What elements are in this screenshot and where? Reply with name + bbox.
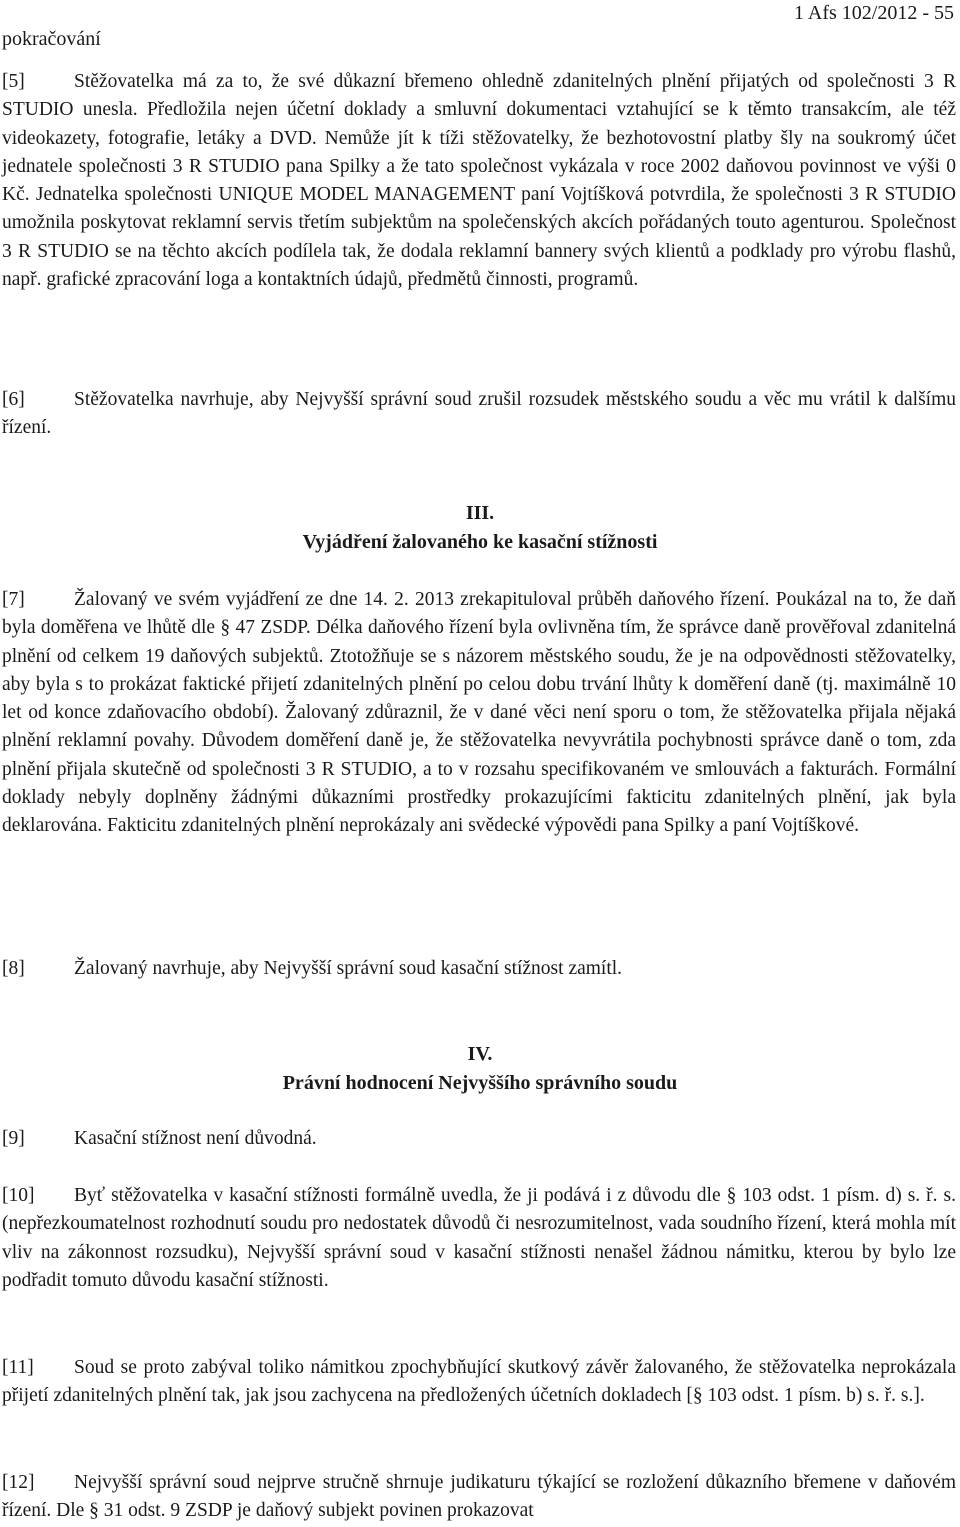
paragraph-text: Žalovaný ve svém vyjádření ze dne 14. 2. 2013 zrekapituloval průběh daňového řízení. Poukázal na to, že daň byla doměřena ve lhůtě dle § 47 ZSDP. Délka daňového řízení byla ovlivněna tím, že správce daně prověřoval zdanitelná plnění od celkem 19 daňových subjektů. Ztotožňuje se s názorem městského soudu, že je na odpovědnosti stěžovatelky, aby byla s to prokázat faktické přijetí zdanitelných plnění po celou dobu trvání lhůty k doměření daně (tj. maximálně 10 let od konce zdaňovacího období). Žalovaný zdůraznil, že v dané věci není sporu o tom, že stěžovatelka přijala nějaká plnění reklamní povahy. Důvodem doměření daně je, že stěžovatelka nevyvrátila pochybnosti správce daně o tom, zda plnění přijala skutečně od společnosti 3 R STUDIO, a to v rozsahu specifikovaném ve smlouvách a fakturách. Formální doklady nebyly doplněny žádnými důkazními prostředky prokazujícími fakticitu zdanitelných plnění, jak byla deklarována. Fakticitu zdanitelných plnění neprokázaly ani svědecké výpovědi pana Spilky a paní Vojtíškové. (2, 589, 956, 837)
continuation-label: pokračování (2, 28, 101, 50)
section-title-iii: Vyjádření žalovaného ke kasační stížnosti (302, 531, 658, 553)
paragraph-number: [12] (2, 1472, 35, 1493)
paragraph-text: Nejvyšší správní soud nejprve stručně shrnuje judikaturu týkající se rozložení důkazního břemene v daňovém řízení. Dle § 31 odst. 9 ZSDP je daňový subjekt povinen prokazovat (2, 1472, 956, 1522)
paragraph-number: [7] (2, 589, 25, 610)
section-title-iv: Právní hodnocení Nejvyššího správního soudu (282, 1072, 678, 1094)
paragraph-number: [11] (2, 1357, 34, 1378)
paragraph-number: [10] (2, 1185, 35, 1206)
paragraph-8 (2, 955, 956, 983)
paragraph-text: Kasační stížnost není důvodná. (74, 1128, 317, 1149)
paragraph-number: [9] (2, 1128, 25, 1149)
paragraph-9 (2, 1125, 956, 1153)
paragraph-text: Stěžovatelka navrhuje, aby Nejvyšší správní soud zrušil rozsudek městského soudu a věc mu vrátil k dalšímu řízení. (2, 389, 956, 439)
paragraph-number: [8] (2, 958, 25, 979)
paragraph-text: Byť stěžovatelka v kasační stížnosti formálně uvedla, že ji podává i z důvodu dle § 103 odst. 1 písm. d) s. ř. s. (nepřezkoumatelnost rozhodnutí soudu pro nedostatek důvodů či nesrozumitelnost, vada soudního řízení, která mohla mít vliv na zákonnost rozsudku), Nejvyšší správní soud v kasační stížnosti nenašel žádnou námitku, kterou by bylo lze podřadit tomuto důvodu kasační stížnosti. (2, 1185, 956, 1291)
paragraph-7 (2, 586, 956, 841)
paragraph-11 (2, 1354, 956, 1411)
paragraph-number: [5] (2, 71, 25, 92)
paragraph-6 (2, 386, 956, 443)
paragraph-number: [6] (2, 389, 25, 410)
case-number: 1 Afs 102/2012 - 55 (794, 2, 954, 24)
paragraph-5 (2, 68, 956, 294)
paragraph-12 (2, 1469, 956, 1526)
paragraph-text: Soud se proto zabýval toliko námitkou zpochybňující skutkový závěr žalovaného, že stěžovatelka neprokázala přijetí zdanitelných plnění tak, jak jsou zachycena na předložených účetních dokladech [§ 103 odst. 1 písm. b) s. ř. s.]. (2, 1357, 956, 1407)
section-number-iii: III. (465, 502, 495, 524)
paragraph-10 (2, 1182, 956, 1295)
paragraph-text: Žalovaný navrhuje, aby Nejvyšší správní soud kasační stížnost zamítl. (74, 958, 623, 979)
section-number-iv: IV. (467, 1043, 493, 1065)
paragraph-text: Stěžovatelka má za to, že své důkazní břemeno ohledně zdanitelných plnění přijatých od společnosti 3 R STUDIO unesla. Předložila nejen účetní doklady a smluvní dokumentaci vztahující se k těmto transakcím, ale též videokazety, fotografie, letáky a DVD. Nemůže jít k tíži stěžovatelky, že bezhotovostní platby šly na soukromý účet jednatele společnosti 3 R STUDIO pana Spilky a že tato společnost vykázala v roce 2002 daňovou povinnost ve výši 0 Kč. Jednatelka společnosti UNIQUE MODEL MANAGEMENT paní Vojtíšková potvrdila, že společnosti 3 R STUDIO umožnila poskytovat reklamní servis třetím subjektům na společenských akcích pořádaných touto agenturou. Společnost 3 R STUDIO se na těchto akcích podílela tak, že dodala reklamní bannery svých klientů a podklady pro výrobu flashů, např. grafické zpracování loga a kontaktních údajů, předmětů činnosti, programů. (2, 71, 956, 291)
